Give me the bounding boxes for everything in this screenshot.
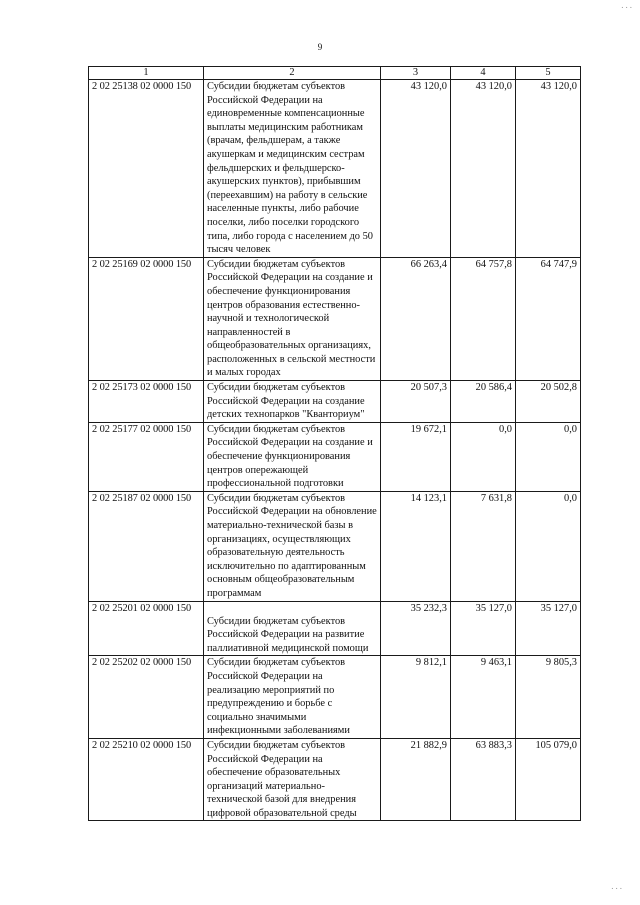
- budget-code: 2 02 25201 02 0000 150: [89, 601, 204, 656]
- value-col-3: 19 672,1: [381, 422, 451, 491]
- value-col-3: 20 507,3: [381, 381, 451, 423]
- value-col-4: 9 463,1: [451, 656, 516, 739]
- value-col-5: 9 805,3: [516, 656, 581, 739]
- budget-code: 2 02 25173 02 0000 150: [89, 381, 204, 423]
- value-col-5: 105 079,0: [516, 738, 581, 821]
- table-row: [89, 656, 581, 739]
- budget-code: 2 02 25138 02 0000 150: [89, 80, 204, 258]
- value-col-3: 21 882,9: [381, 738, 451, 821]
- table-row: [89, 257, 581, 380]
- table-row: [89, 738, 581, 821]
- header-row: [89, 67, 581, 80]
- value-col-5: 20 502,8: [516, 381, 581, 423]
- row-description: Субсидии бюджетам субъектов Российской Федерации на единовременные компенсационные выплаты медицинским работникам (врачам, фельдшерам, а также акушеркам и медицинским сестрам фельдшерских и фельдшерско-акушерских пунктов), прибывшим (переехавшим) на работу в сельские населенные пункты, либо рабочие поселки, либо поселки городского типа, либо города с населением до 50 тысяч человек: [207, 81, 373, 256]
- table-row: [89, 422, 581, 491]
- budget-code: 2 02 25210 02 0000 150: [89, 738, 204, 821]
- value-col-5: 0,0: [516, 422, 581, 491]
- value-col-3: 35 232,3: [381, 601, 451, 656]
- budget-code: 2 02 25177 02 0000 150: [89, 422, 204, 491]
- budget-code: 2 02 25202 02 0000 150: [89, 656, 204, 739]
- corner-mark-top: ...: [621, 0, 634, 10]
- value-col-4: 43 120,0: [451, 80, 516, 258]
- table-row: [89, 601, 581, 656]
- row-description: Субсидии бюджетам субъектов Российской Федерации на создание и обеспечение функционирования центров образования естественно-научной и технологической направленностей в общеобразовательных организациях, расположенных в сельской местности и малых городах: [207, 258, 376, 379]
- budget-table: [88, 66, 581, 821]
- row-description: Субсидии бюджетам субъектов Российской Федерации на реализацию мероприятий по предупреждению и борьбе с социально значимыми инфекционными заболеваниями: [207, 657, 350, 737]
- row-description: Субсидии бюджетам субъектов Российской Федерации на создание детских технопарков "Кванториум": [207, 382, 365, 421]
- corner-mark-bottom: ...: [611, 881, 624, 891]
- value-col-4: 7 631,8: [451, 491, 516, 601]
- value-col-5: 64 747,9: [516, 257, 581, 380]
- value-col-5: 35 127,0: [516, 601, 581, 656]
- value-col-3: 66 263,4: [381, 257, 451, 380]
- row-description: Субсидии бюджетам субъектов Российской Федерации на обновление материально-технической базы в организациях, осуществляющих образовательную деятельность исключительно по адаптированным основным общеобразовательным программам: [207, 492, 377, 599]
- value-col-4: 64 757,8: [451, 257, 516, 380]
- value-col-3: 14 123,1: [381, 491, 451, 601]
- value-col-4: 35 127,0: [451, 601, 516, 656]
- table-row: [89, 491, 581, 601]
- value-col-4: 20 586,4: [451, 381, 516, 423]
- column-header-2: 2: [204, 67, 381, 80]
- value-col-5: 43 120,0: [516, 80, 581, 258]
- table-row: [89, 381, 581, 423]
- table-row: [89, 80, 581, 258]
- row-description: Субсидии бюджетам субъектов Российской Федерации на создание и обеспечение функционирования центров опережающей профессиональной подготовки: [207, 423, 373, 490]
- value-col-5: 0,0: [516, 491, 581, 601]
- column-header-1: 1: [89, 67, 204, 80]
- value-col-3: 43 120,0: [381, 80, 451, 258]
- row-description: Субсидии бюджетам субъектов Российской Федерации на развитие паллиативной медицинской помощи: [207, 615, 369, 654]
- value-col-4: 0,0: [451, 422, 516, 491]
- column-header-4: 4: [451, 67, 516, 80]
- budget-code: 2 02 25169 02 0000 150: [89, 257, 204, 380]
- row-description: Субсидии бюджетам субъектов Российской Федерации на обеспечение образовательных организаций материально-технической базой для внедрения цифровой образовательной среды: [207, 739, 357, 819]
- column-header-3: 3: [381, 67, 451, 80]
- column-header-5: 5: [516, 67, 581, 80]
- budget-code: 2 02 25187 02 0000 150: [89, 491, 204, 601]
- value-col-4: 63 883,3: [451, 738, 516, 821]
- value-col-3: 9 812,1: [381, 656, 451, 739]
- page-number: 9: [317, 42, 323, 52]
